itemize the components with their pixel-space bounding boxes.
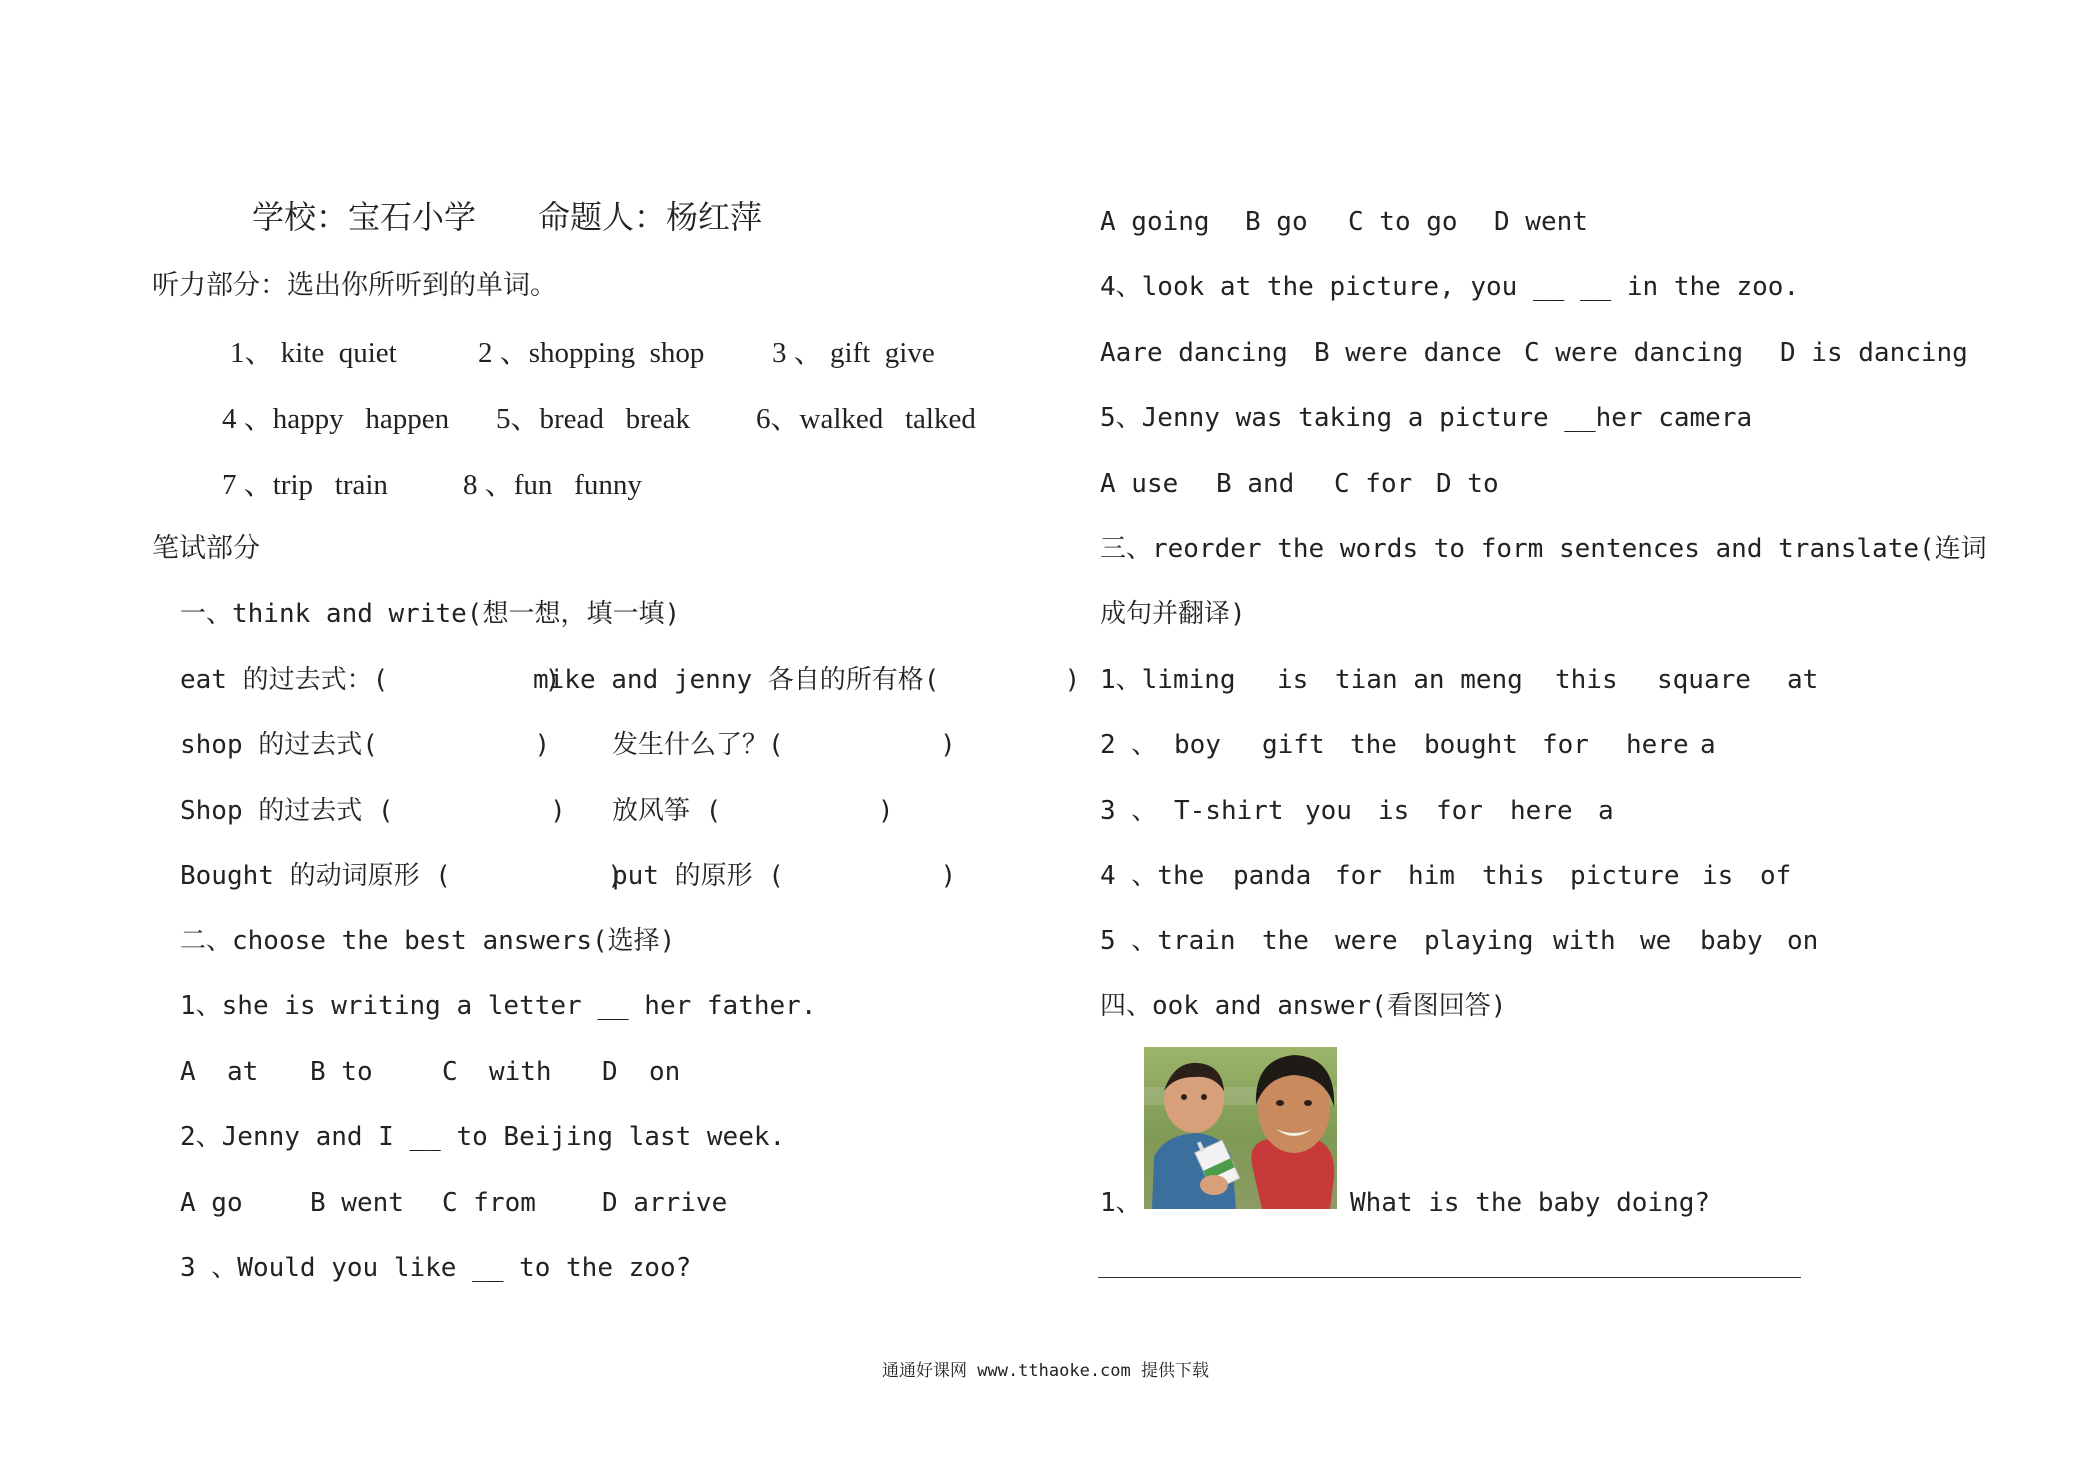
reorder-4-word: him [1408, 861, 1455, 891]
reorder-1-word: at [1787, 665, 1819, 695]
section3-title-cont: 成句并翻译) [1100, 599, 1246, 629]
fill-line-1b: mike and jenny 各自的所有格( ) [533, 665, 1081, 695]
listening-title: 听力部分：选出你所听到的单词。 [152, 270, 557, 301]
reorder-1-word: tian an meng [1335, 665, 1523, 695]
answer-line [1098, 1277, 1801, 1278]
reorder-3-word: you [1305, 796, 1352, 826]
question-3: 3 、Would you like __ to the zoo? [180, 1253, 692, 1283]
reorder-4-word: for [1335, 861, 1382, 891]
listen-item-1: 1、 kite quiet [230, 337, 397, 369]
question-5: 5、Jenny was taking a picture __her camera [1100, 403, 1753, 433]
reorder-1-word: square [1657, 665, 1751, 695]
listen-item-2: 2 、shopping shop [478, 337, 705, 369]
reorder-4-word: is [1702, 861, 1734, 891]
listen-item-8: 8 、fun funny [463, 469, 642, 501]
fill-line-4a: Bought 的动词原形 ( ) [180, 861, 624, 891]
section2-title: 二、choose the best answers(选择) [180, 926, 676, 956]
q2-option-c: C from [442, 1188, 536, 1218]
section3-title: 三、reorder the words to form sentences and translate(连词 [1100, 534, 1987, 564]
reorder-5-word: we [1640, 926, 1672, 956]
reorder-5-word: on [1787, 926, 1819, 956]
reorder-4-word: picture [1570, 861, 1680, 891]
fill-line-2b: 发生什么了？( ) [612, 730, 956, 760]
reorder-2-word: gift [1262, 730, 1325, 760]
reorder-3-word: here [1510, 796, 1573, 826]
section4-title: 四、ook and answer(看图回答) [1100, 991, 1507, 1021]
q3-option-c: C to go [1348, 207, 1458, 237]
section1-title: 一、think and write(想一想，填一填) [180, 599, 681, 629]
question-4: 4、look at the picture, you __ __ in the zoo. [1100, 272, 1800, 302]
reorder-3-word: for [1436, 796, 1483, 826]
reorder-4-word: of [1760, 861, 1792, 891]
listen-item-3: 3 、 gift give [772, 337, 935, 369]
q1-option-d: D on [602, 1057, 681, 1087]
reorder-2-word: the [1350, 730, 1397, 760]
footer-note: 通通好课网 www.tthaoke.com 提供下载 [882, 1361, 1209, 1381]
q5-option-a: A use [1100, 469, 1179, 499]
school-label: 学校：宝石小学 [252, 198, 477, 236]
q4-option-d: D is dancing [1780, 338, 1968, 368]
section4-question-number: 1、 [1100, 1188, 1142, 1218]
q3-option-b: B go [1245, 207, 1308, 237]
q1-option-c: C with [442, 1057, 552, 1087]
reorder-4-word: 4 、the [1100, 861, 1205, 891]
reorder-5-word: the [1262, 926, 1309, 956]
reorder-4-word: this [1482, 861, 1545, 891]
reorder-1-word: this [1555, 665, 1618, 695]
q4-option-b: B were dance [1314, 338, 1502, 368]
fill-line-3b: 放风筝 ( ) [612, 796, 894, 826]
q4-option-a: Aare dancing [1100, 338, 1288, 368]
q1-option-b: B to [310, 1057, 373, 1087]
listen-item-5: 5、bread break [496, 403, 691, 435]
reorder-4-word: panda [1233, 861, 1312, 891]
baby-photo [1144, 1047, 1337, 1209]
fill-line-1a: eat 的过去式：( ) [180, 665, 561, 695]
reorder-5-word: playing [1424, 926, 1534, 956]
listen-item-6: 6、walked talked [756, 403, 976, 435]
reorder-3-word: T-shirt [1174, 796, 1284, 826]
fill-line-3a: Shop 的过去式 ( ) [180, 796, 566, 826]
reorder-2-word: for [1542, 730, 1589, 760]
fill-line-2a: shop 的过去式( ) [180, 730, 551, 760]
reorder-3-word: 3 、 [1100, 796, 1158, 826]
reorder-2-word: bought [1424, 730, 1518, 760]
question-2: 2、Jenny and I __ to Beijing last week. [180, 1122, 786, 1152]
q2-option-d: D arrive [602, 1188, 728, 1218]
q5-option-c: C for [1334, 469, 1413, 499]
q2-option-b: B went [310, 1188, 404, 1218]
q2-option-a: A go [180, 1188, 243, 1218]
reorder-5-word: were [1335, 926, 1398, 956]
reorder-3-word: a [1598, 796, 1614, 826]
fill-line-4b: put 的原形 ( ) [612, 861, 957, 891]
reorder-5-word: with [1553, 926, 1616, 956]
reorder-5-word: 5 、train [1100, 926, 1236, 956]
listen-item-7: 7 、trip train [222, 469, 388, 501]
author-label: 命题人：杨红萍 [538, 198, 763, 236]
q5-option-b: B and [1216, 469, 1295, 499]
section4-question: What is the baby doing? [1350, 1188, 1711, 1218]
q3-option-d: D went [1494, 207, 1588, 237]
reorder-2-word: 2 、 [1100, 730, 1158, 760]
reorder-1-word: is [1277, 665, 1309, 695]
reorder-3-word: is [1378, 796, 1410, 826]
reorder-2-word: boy [1174, 730, 1221, 760]
q3-option-a: A going [1100, 207, 1210, 237]
reorder-5-word: baby [1700, 926, 1763, 956]
question-1: 1、she is writing a letter __ her father. [180, 991, 817, 1021]
written-title: 笔试部分 [152, 533, 260, 564]
reorder-1-word: 1、liming [1100, 665, 1236, 695]
q1-option-a: A at [180, 1057, 259, 1087]
q5-option-d: D to [1436, 469, 1499, 499]
listen-item-4: 4 、happy happen [222, 403, 450, 435]
q4-option-c: C were dancing [1524, 338, 1744, 368]
reorder-2-word: here [1626, 730, 1689, 760]
reorder-2-word: a [1700, 730, 1716, 760]
